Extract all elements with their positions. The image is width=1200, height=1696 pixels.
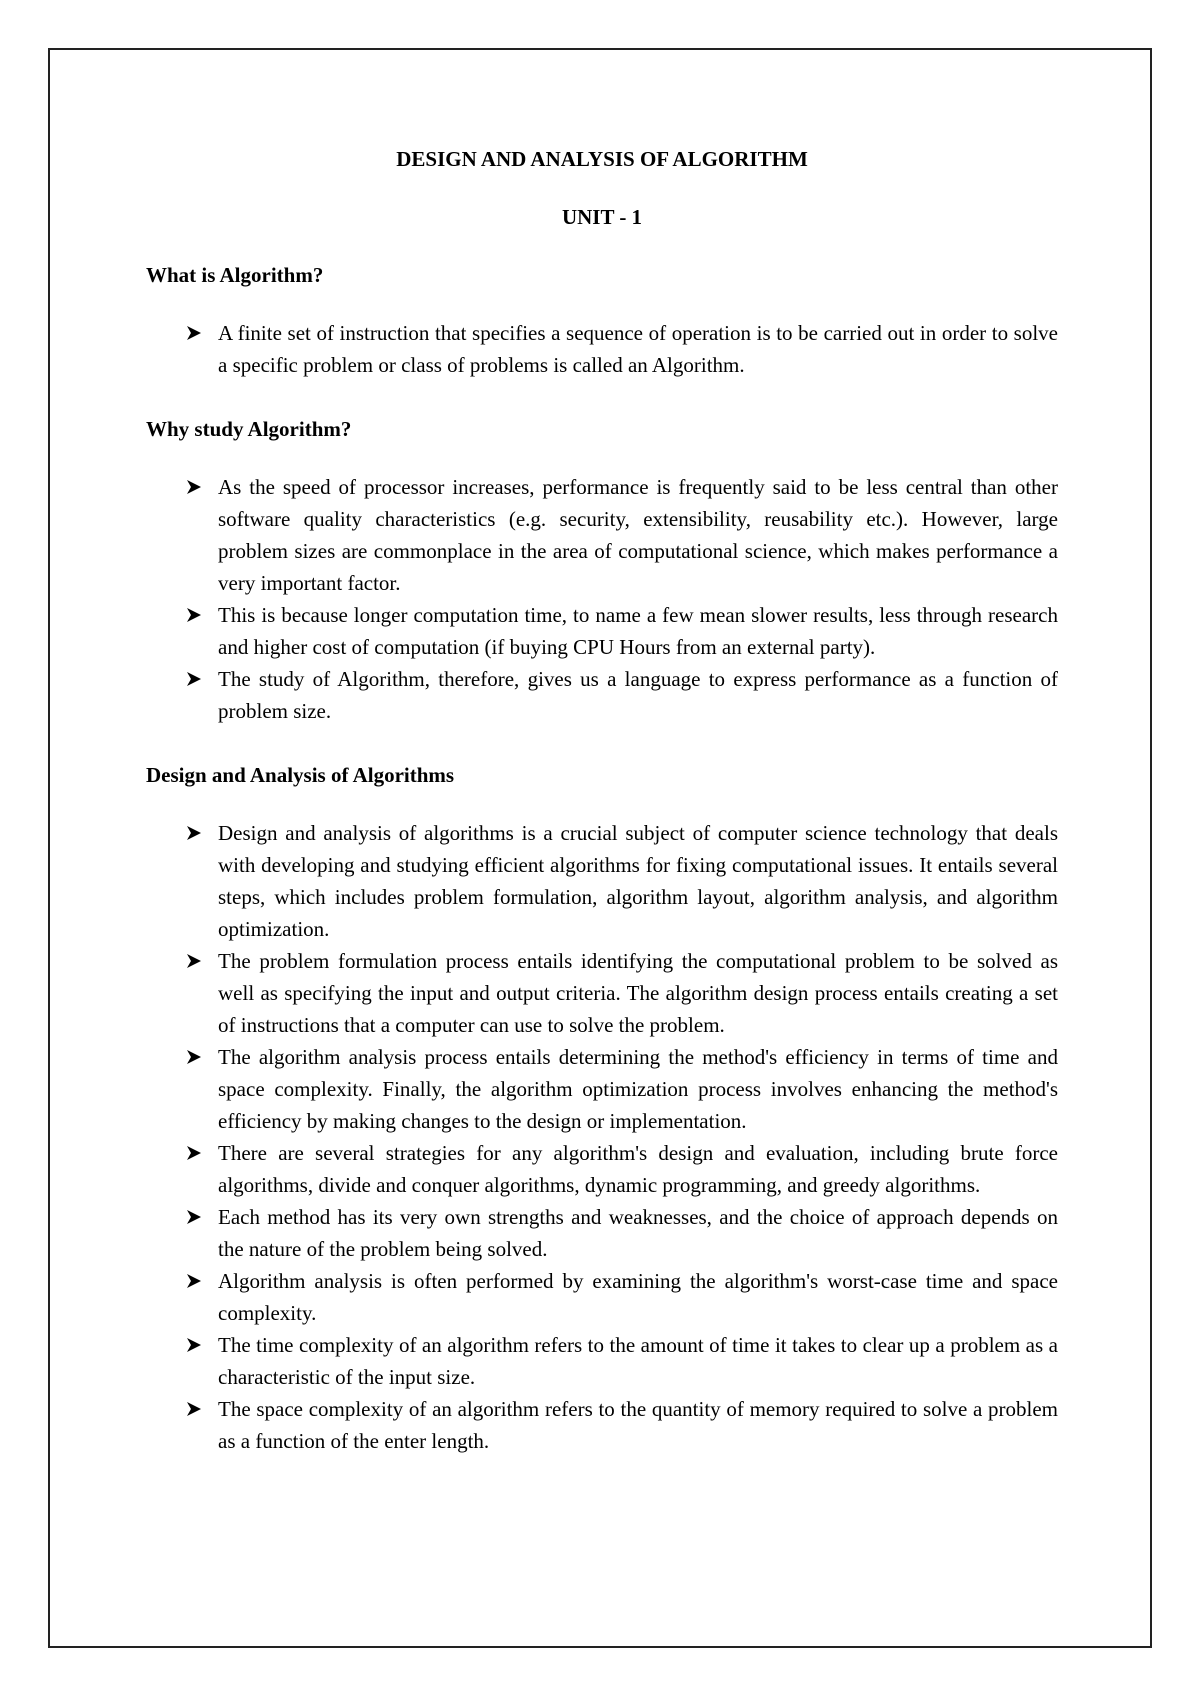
list-item-text: The time complexity of an algorithm refers to the amount of time it takes to clear up a problem as a characteristic of the input size. bbox=[218, 1333, 1058, 1389]
document-title: DESIGN AND ANALYSIS OF ALGORITHM bbox=[396, 147, 808, 171]
arrowhead-bullet-icon bbox=[184, 1393, 204, 1425]
list-item-text: Algorithm analysis is often performed by examining the algorithm's worst-case time and space complexity. bbox=[218, 1269, 1058, 1325]
unit-title: UNIT - 1 bbox=[561, 205, 643, 229]
list-item bbox=[146, 1137, 1058, 1201]
arrowhead-bullet-icon bbox=[184, 945, 204, 977]
list-item-text: The space complexity of an algorithm refers to the quantity of memory required to solve a problem as a function of the enter length. bbox=[218, 1397, 1058, 1453]
bullet-list-what-is-algorithm bbox=[146, 317, 1058, 381]
list-item bbox=[146, 317, 1058, 381]
list-item-text: A finite set of instruction that specifies a sequence of operation is to be carried out in order to solve a specific problem or class of problems is called an Algorithm. bbox=[218, 321, 1058, 377]
document-body bbox=[146, 144, 1058, 1490]
list-item-text: This is because longer computation time, to name a few mean slower results, less through research and higher cost of computation (if buying CPU Hours from an external party). bbox=[218, 603, 1058, 659]
bullet-list-design-and-analysis bbox=[146, 817, 1058, 1457]
list-item-text: The study of Algorithm, therefore, gives us a language to express performance as a function of problem size. bbox=[218, 667, 1058, 723]
list-item bbox=[146, 1201, 1058, 1265]
arrowhead-bullet-icon bbox=[184, 1329, 204, 1361]
list-item bbox=[146, 945, 1058, 1041]
list-item-text: As the speed of processor increases, performance is frequently said to be less central than other software quality characteristics (e.g. security, extensibility, reusability etc.). However, large problem sizes are commonplace in the area of computational science, which makes performance a very important factor. bbox=[218, 475, 1058, 595]
section-heading-what-is-algorithm: What is Algorithm? bbox=[146, 263, 324, 287]
list-item-text: Design and analysis of algorithms is a crucial subject of computer science technology that deals with developing and studying efficient algorithms for fixing computational issues. It entails several steps, which includes problem formulation, algorithm layout, algorithm analysis, and algorithm optimization. bbox=[218, 821, 1058, 941]
list-item-text: The algorithm analysis process entails determining the method's efficiency in terms of time and space complexity. Finally, the algorithm optimization process involves enhancing the method's efficiency by making changes to the design or implementation. bbox=[218, 1045, 1058, 1133]
list-item bbox=[146, 599, 1058, 663]
arrowhead-bullet-icon bbox=[184, 1041, 204, 1073]
bullet-list-why-study-algorithm bbox=[146, 471, 1058, 727]
list-item-text: Each method has its very own strengths and weaknesses, and the choice of approach depends on the nature of the problem being solved. bbox=[218, 1205, 1058, 1261]
list-item bbox=[146, 1329, 1058, 1393]
section-heading-design-and-analysis: Design and Analysis of Algorithms bbox=[146, 763, 455, 787]
arrowhead-bullet-icon bbox=[184, 1265, 204, 1297]
arrowhead-bullet-icon bbox=[184, 317, 204, 349]
list-item bbox=[146, 817, 1058, 945]
arrowhead-bullet-icon bbox=[184, 663, 204, 695]
list-item bbox=[146, 1265, 1058, 1329]
list-item bbox=[146, 663, 1058, 727]
list-item bbox=[146, 1041, 1058, 1137]
arrowhead-bullet-icon bbox=[184, 1137, 204, 1169]
list-item-text: There are several strategies for any algorithm's design and evaluation, including brute force algorithms, divide and conquer algorithms, dynamic programming, and greedy algorithms. bbox=[218, 1141, 1058, 1197]
arrowhead-bullet-icon bbox=[184, 1201, 204, 1233]
list-item bbox=[146, 1393, 1058, 1457]
arrowhead-bullet-icon bbox=[184, 471, 204, 503]
arrowhead-bullet-icon bbox=[184, 599, 204, 631]
list-item bbox=[146, 471, 1058, 599]
list-item-text: The problem formulation process entails identifying the computational problem to be solved as well as specifying the input and output criteria. The algorithm design process entails creating a set of instructions that a computer can use to solve the problem. bbox=[218, 949, 1058, 1037]
arrowhead-bullet-icon bbox=[184, 817, 204, 849]
section-heading-why-study-algorithm: Why study Algorithm? bbox=[146, 417, 352, 441]
